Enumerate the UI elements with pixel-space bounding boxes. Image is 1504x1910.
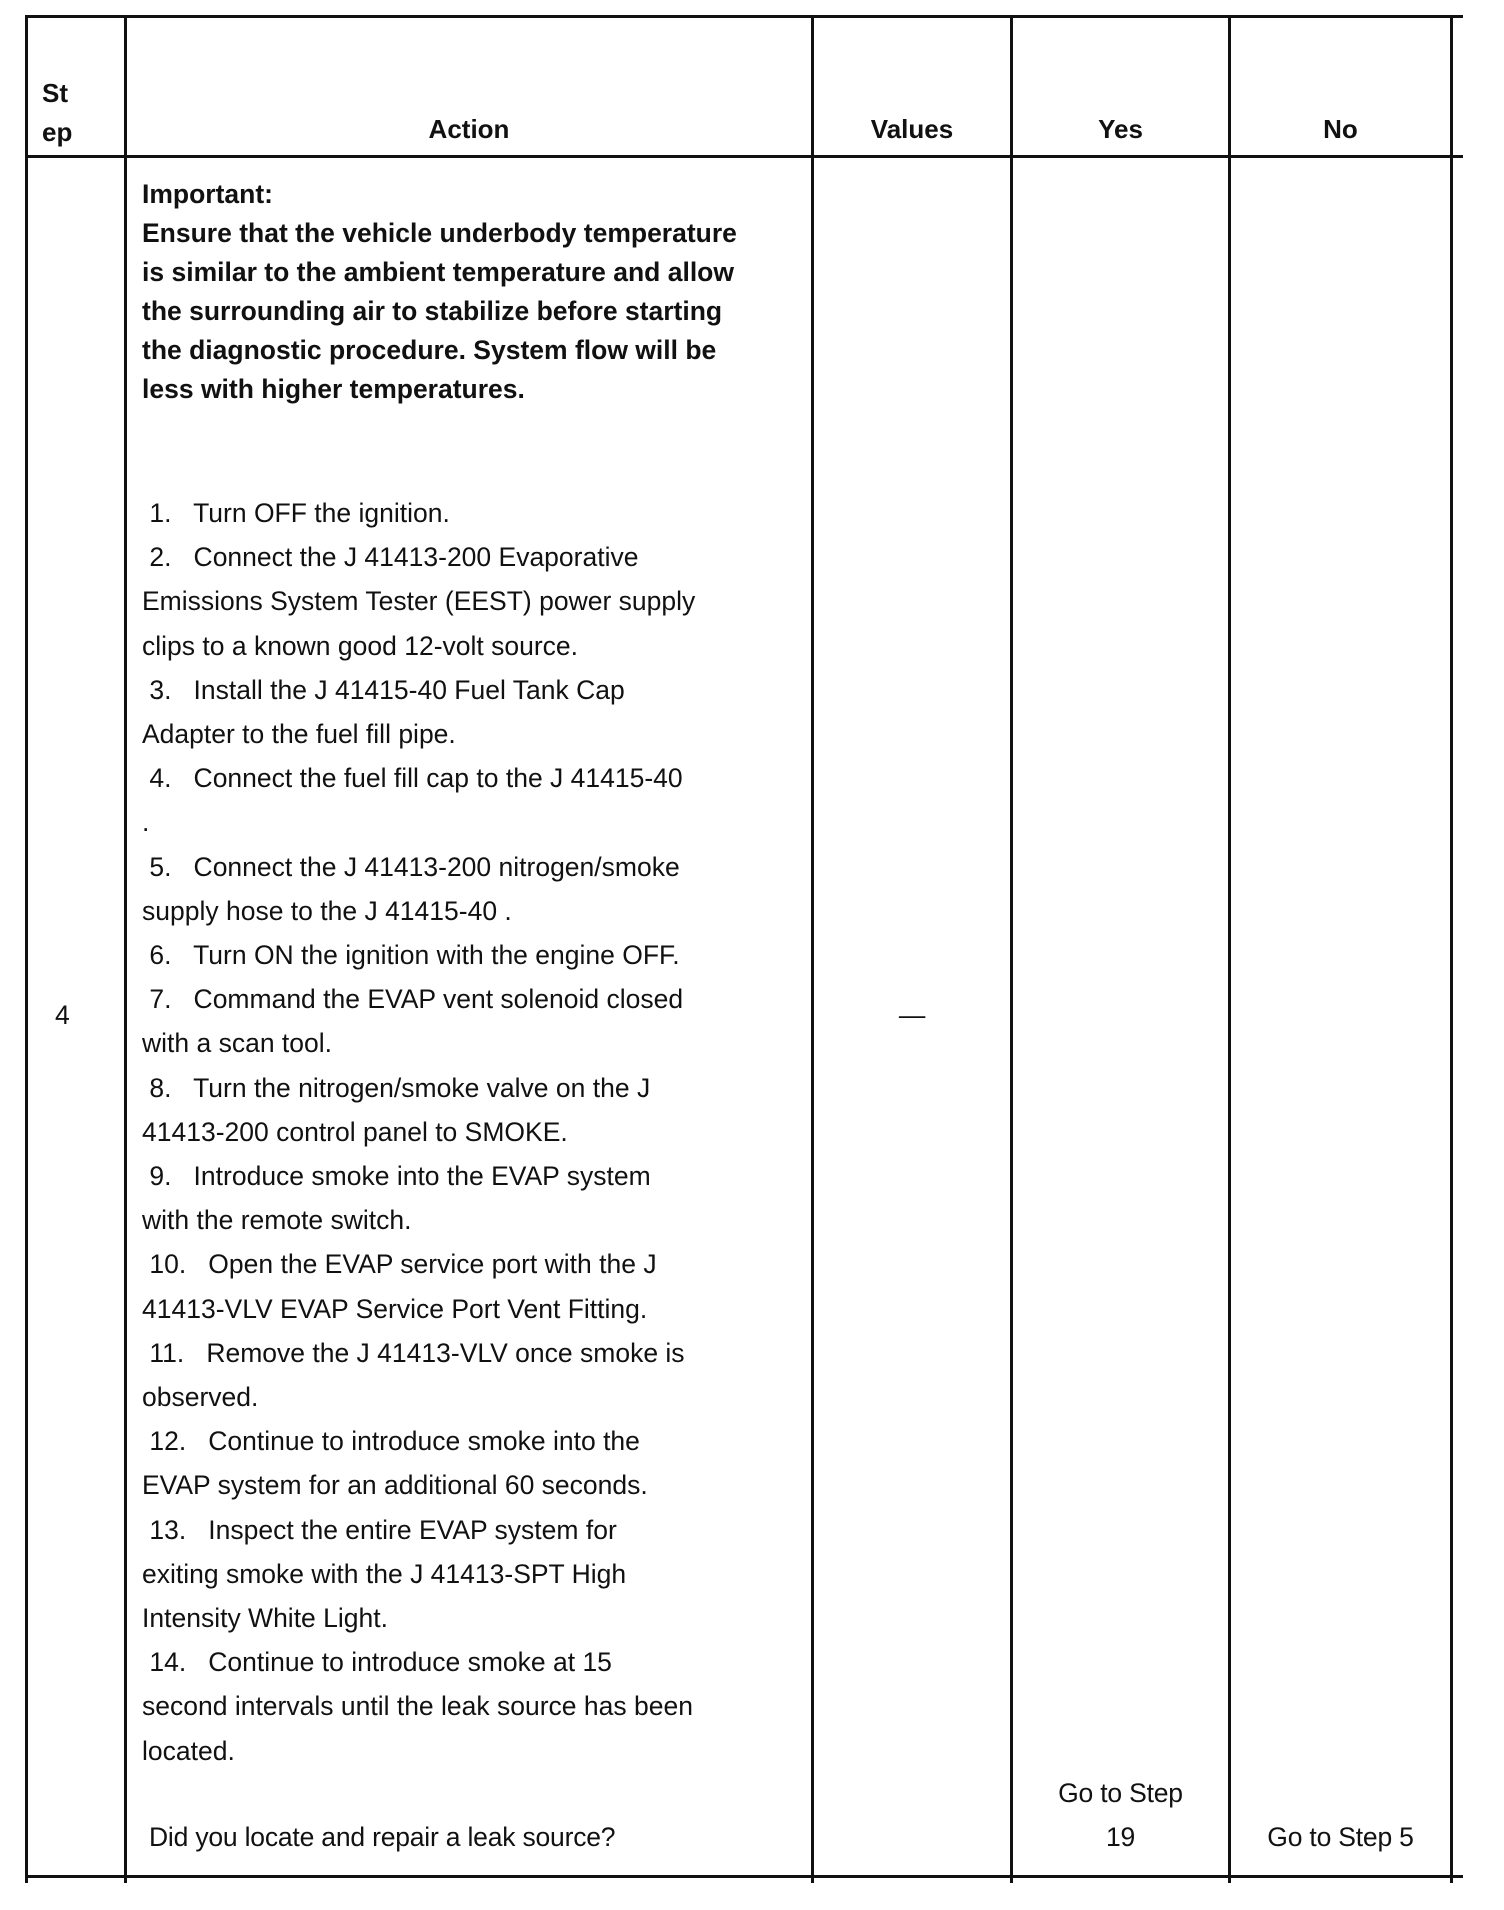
values-cell: —	[898, 1000, 926, 1030]
action-line: 8. Turn the nitrogen/smoke valve on the J	[142, 1072, 651, 1103]
table-bottom-border	[25, 1875, 1463, 1878]
action-line: Emissions System Tester (EEST) power supply	[142, 586, 696, 617]
action-line: 4. Connect the fuel fill cap to the J 41415-40	[142, 763, 683, 794]
action-line: 41413-VLV EVAP Service Port Vent Fitting.	[142, 1293, 648, 1324]
important-text	[142, 214, 737, 409]
header-step	[42, 74, 72, 152]
action-line: .	[142, 807, 150, 838]
important-line: less with higher temperatures.	[142, 374, 525, 404]
header-divider	[25, 155, 1463, 158]
action-line: 10. Open the EVAP service port with the J	[142, 1249, 657, 1280]
table-top-border	[25, 15, 1463, 18]
step-number: 4	[55, 1000, 70, 1030]
action-line: observed.	[142, 1382, 259, 1413]
action-line: 12. Continue to introduce smoke into the	[142, 1426, 640, 1457]
action-line: clips to a known good 12-volt source.	[142, 630, 579, 661]
action-line: 13. Inspect the entire EVAP system for	[142, 1514, 617, 1545]
col-border-action-values	[811, 15, 814, 1883]
action-line: Intensity White Light.	[142, 1603, 388, 1634]
yes-cell-line2: 19	[1105, 1822, 1136, 1852]
action-line: 6. Turn ON the ignition with the engine OFF.	[142, 940, 680, 971]
header-step-line2: ep	[42, 117, 73, 147]
action-line: supply hose to the J 41415-40 .	[142, 895, 512, 926]
important-line: is similar to the ambient temperature and allow	[142, 257, 734, 287]
action-line: Adapter to the fuel fill pipe.	[142, 719, 456, 750]
col-border-left	[25, 15, 28, 1883]
header-step-line1: St	[42, 78, 68, 108]
action-line: 9. Introduce smoke into the EVAP system	[142, 1161, 651, 1192]
yes-cell-line1: Go to Step	[1058, 1778, 1183, 1808]
col-border-values-yes	[1010, 15, 1013, 1883]
action-line: second intervals until the leak source has been	[142, 1691, 693, 1722]
action-line: 41413-200 control panel to SMOKE.	[142, 1116, 568, 1147]
question-text: Did you locate and repair a leak source?	[149, 1822, 616, 1852]
no-cell: Go to Step 5	[1267, 1822, 1414, 1852]
action-line: exiting smoke with the J 41413-SPT High	[142, 1558, 627, 1589]
action-line: 1. Turn OFF the ignition.	[142, 498, 450, 528]
important-line: the diagnostic procedure. System flow will be	[142, 335, 717, 365]
important-label: Important:	[142, 179, 274, 209]
important-line: Ensure that the vehicle underbody temperature	[142, 218, 737, 248]
action-line: with the remote switch.	[142, 1205, 412, 1236]
header-no: No	[1323, 114, 1358, 144]
action-steps	[142, 491, 695, 1773]
important-note	[142, 175, 737, 409]
important-line: the surrounding air to stabilize before starting	[142, 296, 723, 326]
header-yes: Yes	[1098, 114, 1143, 144]
action-line: 7. Command the EVAP vent solenoid closed	[142, 984, 684, 1015]
action-line: 11. Remove the J 41413-VLV once smoke is	[142, 1337, 685, 1368]
col-border-right	[1450, 15, 1453, 1883]
action-line: EVAP system for an additional 60 seconds.	[142, 1470, 648, 1501]
action-line: with a scan tool.	[142, 1028, 333, 1059]
action-line: 3. Install the J 41415-40 Fuel Tank Cap	[142, 674, 625, 705]
header-values: Values	[870, 114, 954, 144]
action-line: 2. Connect the J 41413-200 Evaporative	[142, 542, 639, 573]
action-line: 14. Continue to introduce smoke at 15	[142, 1647, 612, 1678]
col-border-yes-no	[1228, 15, 1231, 1883]
action-line: located.	[142, 1735, 235, 1766]
col-border-step-action	[124, 15, 127, 1883]
header-action: Action	[428, 114, 510, 144]
action-line: 5. Connect the J 41413-200 nitrogen/smoke	[142, 851, 680, 882]
